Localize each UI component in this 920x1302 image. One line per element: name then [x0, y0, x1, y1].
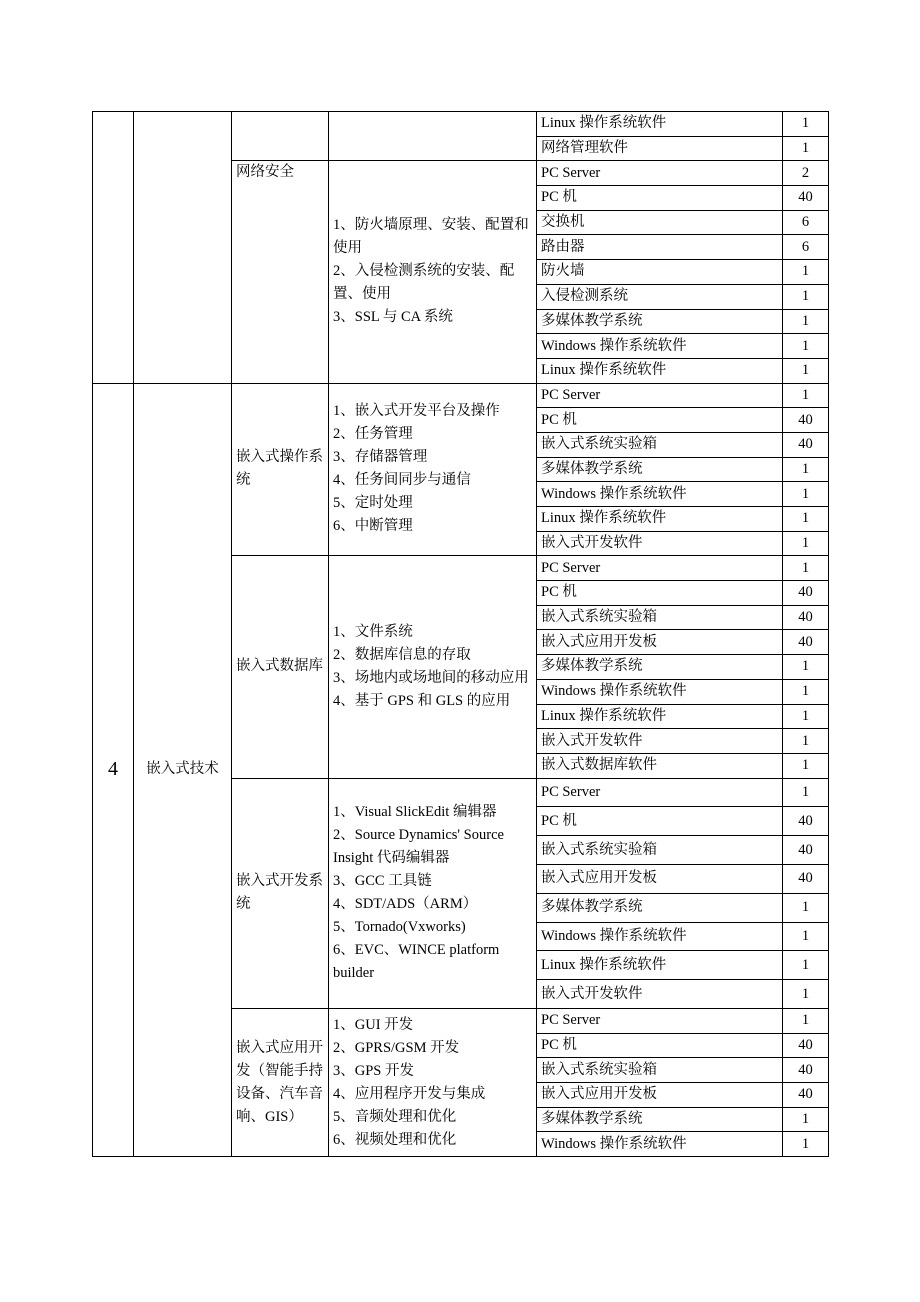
- equipment-name: PC 机: [537, 807, 783, 836]
- equipment-quantity: 40: [783, 807, 829, 836]
- equipment-quantity: 40: [783, 408, 829, 433]
- equipment-quantity: 1: [783, 1008, 829, 1033]
- equipment-name: Linux 操作系统软件: [537, 951, 783, 980]
- equipment-name: PC Server: [537, 383, 783, 408]
- equipment-name: 多媒体教学系统: [537, 1107, 783, 1132]
- equipment-name: 网络管理软件: [537, 136, 783, 161]
- equipment-quantity: 1: [783, 334, 829, 359]
- equipment-name: PC Server: [537, 1008, 783, 1033]
- equipment-quantity: 1: [783, 980, 829, 1009]
- equipment-name: Windows 操作系统软件: [537, 679, 783, 704]
- content-empty: [329, 112, 537, 161]
- equipment-quantity: 40: [783, 432, 829, 457]
- equipment-quantity: 1: [783, 951, 829, 980]
- equipment-quantity: 1: [783, 922, 829, 951]
- equipment-name: Linux 操作系统软件: [537, 704, 783, 729]
- equipment-name: Windows 操作系统软件: [537, 482, 783, 507]
- equipment-quantity: 1: [783, 753, 829, 778]
- equipment-name: 嵌入式数据库软件: [537, 753, 783, 778]
- equipment-quantity: 40: [783, 581, 829, 606]
- table-row: [93, 383, 829, 408]
- category-name: 嵌入式技术: [134, 383, 232, 1157]
- section-number: 4: [93, 383, 134, 1157]
- equipment-name: Windows 操作系统软件: [537, 922, 783, 951]
- equipment-name: PC Server: [537, 556, 783, 581]
- module-title: 嵌入式开发系统: [232, 778, 329, 1008]
- module-title: 嵌入式应用开发（智能手持设备、汽车音响、GIS）: [232, 1008, 329, 1156]
- equipment-quantity: 1: [783, 655, 829, 680]
- equipment-quantity: 40: [783, 630, 829, 655]
- equipment-quantity: 1: [783, 457, 829, 482]
- equipment-quantity: 40: [783, 186, 829, 211]
- equipment-name: Windows 操作系统软件: [537, 1132, 783, 1157]
- equipment-name: 嵌入式系统实验箱: [537, 1058, 783, 1083]
- equipment-quantity: 1: [783, 893, 829, 922]
- equipment-quantity: 1: [783, 531, 829, 556]
- equipment-quantity: 40: [783, 864, 829, 893]
- equipment-name: PC Server: [537, 161, 783, 186]
- equipment-name: PC 机: [537, 1033, 783, 1058]
- table-body: [93, 112, 829, 1157]
- equipment-name: 嵌入式开发软件: [537, 980, 783, 1009]
- module-title: 嵌入式数据库: [232, 556, 329, 778]
- equipment-name: PC 机: [537, 581, 783, 606]
- equipment-name: 嵌入式系统实验箱: [537, 605, 783, 630]
- module-title: 嵌入式操作系统: [232, 383, 329, 556]
- module-content: 1、Visual SlickEdit 编辑器 2、Source Dynamics' Source Insight 代码编辑器 3、GCC 工具链 4、SDT/ADS（ARM） 5、Tornado(Vxworks) 6、EVC、WINCE platform builder: [329, 778, 537, 1008]
- module-title: 网络安全: [232, 161, 329, 383]
- module-content: 1、防火墙原理、安装、配置和使用 2、入侵检测系统的安装、配置、使用 3、SSL 与 CA 系统: [329, 161, 537, 383]
- equipment-name: 防火墙: [537, 260, 783, 285]
- category-empty: [134, 112, 232, 384]
- equipment-quantity: 1: [783, 556, 829, 581]
- equipment-name: 多媒体教学系统: [537, 309, 783, 334]
- equipment-quantity: 1: [783, 482, 829, 507]
- equipment-quantity: 1: [783, 679, 829, 704]
- equipment-quantity: 2: [783, 161, 829, 186]
- equipment-quantity: 1: [783, 778, 829, 807]
- equipment-quantity: 1: [783, 507, 829, 532]
- equipment-quantity: 40: [783, 836, 829, 865]
- equipment-name: PC 机: [537, 408, 783, 433]
- equipment-name: 嵌入式应用开发板: [537, 630, 783, 655]
- equipment-quantity: 1: [783, 1107, 829, 1132]
- equipment-name: 多媒体教学系统: [537, 655, 783, 680]
- equipment-name: 嵌入式应用开发板: [537, 864, 783, 893]
- equipment-name: Linux 操作系统软件: [537, 507, 783, 532]
- module-content: 1、文件系统 2、数据库信息的存取 3、场地内或场地间的移动应用 4、基于 GPS 和 GLS 的应用: [329, 556, 537, 778]
- equipment-quantity: 40: [783, 605, 829, 630]
- equipment-name: 交换机: [537, 210, 783, 235]
- equipment-name: 多媒体教学系统: [537, 457, 783, 482]
- equipment-name: 嵌入式系统实验箱: [537, 432, 783, 457]
- equipment-quantity: 40: [783, 1033, 829, 1058]
- equipment-table: [92, 111, 829, 1157]
- equipment-quantity: 1: [783, 309, 829, 334]
- equipment-quantity: 1: [783, 729, 829, 754]
- equipment-name: 入侵检测系统: [537, 284, 783, 309]
- equipment-name: Linux 操作系统软件: [537, 358, 783, 383]
- equipment-name: Windows 操作系统软件: [537, 334, 783, 359]
- module-empty: [232, 112, 329, 161]
- equipment-quantity: 1: [783, 284, 829, 309]
- equipment-quantity: 1: [783, 383, 829, 408]
- equipment-name: PC 机: [537, 186, 783, 211]
- equipment-name: 路由器: [537, 235, 783, 260]
- equipment-quantity: 40: [783, 1058, 829, 1083]
- equipment-name: PC Server: [537, 778, 783, 807]
- equipment-quantity: 40: [783, 1083, 829, 1108]
- module-content: 1、嵌入式开发平台及操作 2、任务管理 3、存储器管理 4、任务间同步与通信 5、定时处理 6、中断管理: [329, 383, 537, 556]
- module-content: 1、GUI 开发 2、GPRS/GSM 开发 3、GPS 开发 4、应用程序开发与集成 5、音频处理和优化 6、视频处理和优化: [329, 1008, 537, 1156]
- equipment-name: 嵌入式系统实验箱: [537, 836, 783, 865]
- table-row: [93, 112, 829, 137]
- equipment-name: 嵌入式开发软件: [537, 729, 783, 754]
- section-number-empty: [93, 112, 134, 384]
- equipment-quantity: 1: [783, 136, 829, 161]
- equipment-name: 嵌入式开发软件: [537, 531, 783, 556]
- equipment-name: 多媒体教学系统: [537, 893, 783, 922]
- equipment-name: Linux 操作系统软件: [537, 112, 783, 137]
- equipment-quantity: 1: [783, 112, 829, 137]
- equipment-quantity: 1: [783, 358, 829, 383]
- equipment-quantity: 1: [783, 1132, 829, 1157]
- equipment-quantity: 6: [783, 235, 829, 260]
- equipment-quantity: 6: [783, 210, 829, 235]
- equipment-name: 嵌入式应用开发板: [537, 1083, 783, 1108]
- equipment-quantity: 1: [783, 260, 829, 285]
- equipment-quantity: 1: [783, 704, 829, 729]
